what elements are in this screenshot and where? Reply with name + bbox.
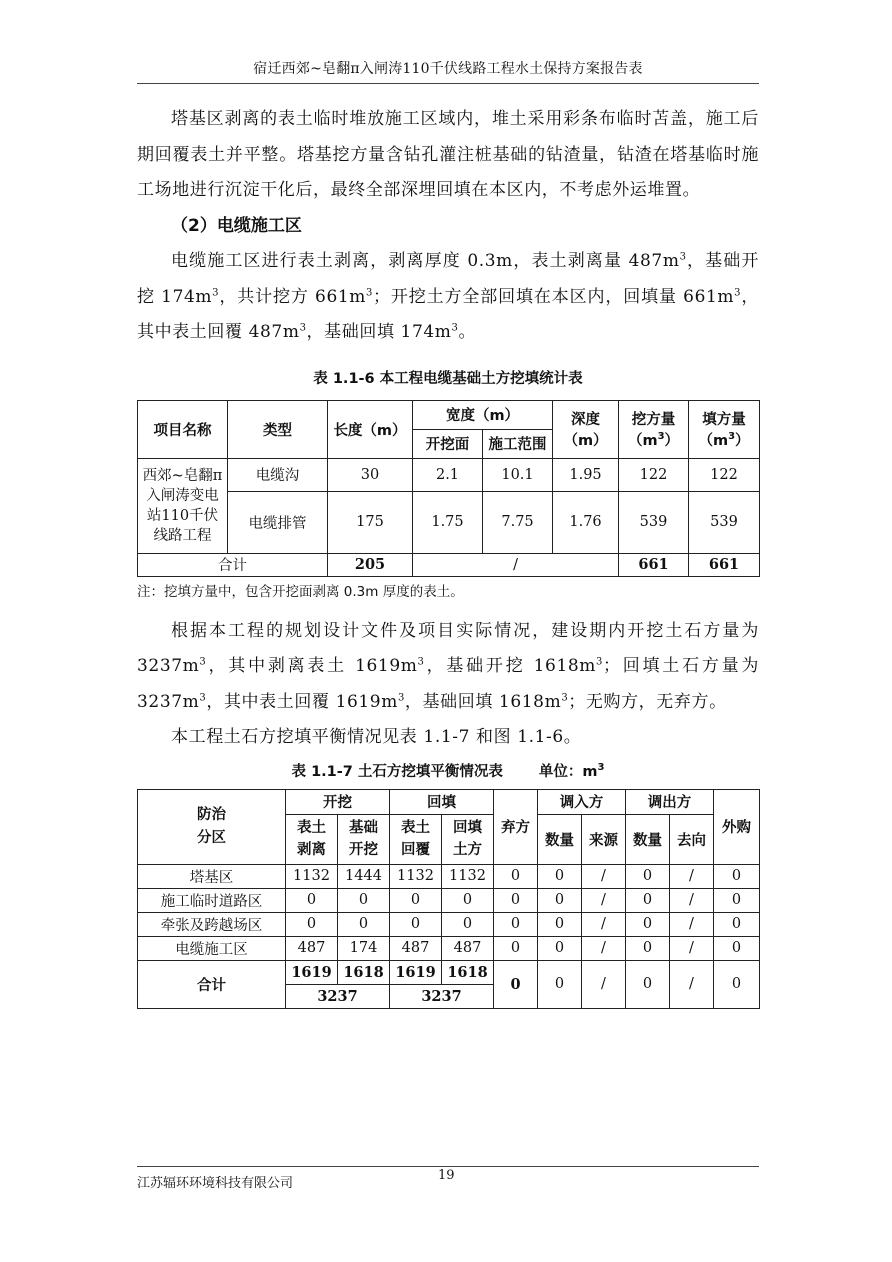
footer-company: 江苏辐环环境科技有限公司 bbox=[137, 1176, 294, 1191]
cut-unit-end: ） bbox=[664, 433, 680, 449]
col-header-width: 宽度（m） bbox=[413, 400, 553, 429]
col-header-open-face: 开挖面 bbox=[413, 429, 483, 458]
fill-label: 填方量 bbox=[702, 412, 746, 428]
cut-cell: 539 bbox=[619, 491, 689, 553]
in-source-cell: / bbox=[582, 912, 626, 936]
col-header-cut: 开挖 bbox=[286, 789, 390, 814]
p2-text-4: ；开挖土方全部回填在本区内，回填量 661m bbox=[373, 286, 735, 307]
header-divider bbox=[137, 83, 759, 84]
base-excavation-cell: 1444 bbox=[338, 864, 390, 888]
cut-label: 挖方量 bbox=[631, 412, 676, 428]
type-cell: 电缆沟 bbox=[228, 458, 328, 491]
backfill-cell: 1132 bbox=[442, 864, 494, 888]
p2-text-3: ，共计挖方 661m bbox=[219, 286, 367, 307]
in-qty-cell: 0 bbox=[538, 888, 582, 912]
p3-text-3: ，基础开挖 1618m bbox=[424, 656, 597, 676]
out-dest-cell: / bbox=[670, 912, 714, 936]
p3-sup-2: 3 bbox=[417, 656, 425, 668]
col-header-in-source: 来源 bbox=[582, 814, 626, 864]
topsoil-cover-l2: 回覆 bbox=[401, 842, 430, 858]
p3-text-1: 根据本工程的规划设计文件及项目实际情况，建设期内开挖土石方量为 3237m bbox=[137, 620, 759, 676]
purchase-cell: 0 bbox=[714, 936, 760, 960]
col-header-depth: 深度（m） bbox=[553, 400, 619, 458]
col-header-fill: 回填 bbox=[390, 789, 494, 814]
topsoil-strip-cell: 0 bbox=[286, 888, 338, 912]
total-topsoil-cover-cell: 1619 bbox=[390, 960, 442, 984]
topsoil-cover-cell: 0 bbox=[390, 912, 442, 936]
in-source-cell: / bbox=[582, 888, 626, 912]
col-header-transfer-out: 调出方 bbox=[626, 789, 714, 814]
total-in-source-cell: / bbox=[582, 960, 626, 1008]
col-header-project: 项目名称 bbox=[138, 400, 228, 458]
backfill-cell: 487 bbox=[442, 936, 494, 960]
total-slash-cell: / bbox=[413, 553, 619, 576]
cut-unit: （m bbox=[627, 433, 658, 449]
topsoil-cover-l1: 表土 bbox=[401, 820, 430, 836]
purchase-cell: 0 bbox=[714, 864, 760, 888]
in-qty-cell: 0 bbox=[538, 864, 582, 888]
paragraph-balance-reference: 本工程土石方挖填平衡情况见表 1.1-7 和图 1.1-6。 bbox=[171, 727, 582, 747]
page-body bbox=[137, 102, 759, 1009]
running-header: 宿迁西郊~皂翻π入闸涛110千伏线路工程水土保持方案报告表 bbox=[253, 61, 643, 77]
earthwork-balance-table bbox=[137, 789, 760, 1009]
waste-cell: 0 bbox=[494, 888, 538, 912]
table-total-row bbox=[138, 960, 760, 984]
backfill-cell: 0 bbox=[442, 888, 494, 912]
total-label-cell: 合计 bbox=[138, 553, 328, 576]
fill-unit: （m bbox=[698, 433, 729, 449]
purchase-cell: 0 bbox=[714, 912, 760, 936]
p2-sup-1: 3 bbox=[679, 251, 687, 263]
p2-text-6: ，基础回填 174m bbox=[306, 322, 452, 342]
out-dest-cell: / bbox=[670, 888, 714, 912]
footer-divider bbox=[137, 1166, 759, 1167]
purchase-cell: 0 bbox=[714, 888, 760, 912]
waste-cell: 0 bbox=[494, 864, 538, 888]
total-length-cell: 205 bbox=[328, 553, 413, 576]
total-waste-cell: 0 bbox=[494, 960, 538, 1008]
paragraph-tower-topsoil: 塔基区剥离的表土临时堆放施工区域内，堆土采用彩条布临时苫盖，施工后期回覆表土并平整。塔基挖方量含钻孔灌注桩基础的钻渣量，钻渣在塔基临时施工场地进行沉淀干化后，最终全部深埋回填在本区内，不考虑外运堆置。 bbox=[137, 109, 759, 200]
project-name-cell: 西郊~皂翻π入闸涛变电站110千伏线路工程 bbox=[138, 458, 228, 553]
col-header-base-excavation bbox=[338, 814, 390, 864]
topsoil-strip-cell: 0 bbox=[286, 912, 338, 936]
p3-sup-5: 3 bbox=[397, 691, 405, 703]
waste-cell: 0 bbox=[494, 936, 538, 960]
p2-text-2: ，基础开挖 174m bbox=[137, 251, 760, 307]
total-out-qty-cell: 0 bbox=[626, 960, 670, 1008]
table-row bbox=[138, 491, 760, 553]
table-row bbox=[138, 888, 760, 912]
out-qty-cell: 0 bbox=[626, 912, 670, 936]
col-header-zone bbox=[138, 789, 286, 864]
zone-header-line2: 分区 bbox=[197, 829, 226, 846]
total-fill-sum-cell: 3237 bbox=[390, 984, 494, 1008]
col-header-length: 长度（m） bbox=[328, 400, 413, 458]
total-fill-cell: 661 bbox=[689, 553, 760, 576]
base-excavation-cell: 0 bbox=[338, 912, 390, 936]
open-face-cell: 2.1 bbox=[413, 458, 483, 491]
total-purchase-cell: 0 bbox=[714, 960, 760, 1008]
p2-sup-5: 3 bbox=[299, 322, 307, 334]
table-6-note: 注：挖填方量中，包含开挖面剥离 0.3m 厚度的表土。 bbox=[137, 583, 464, 600]
p2-sup-4: 3 bbox=[734, 286, 742, 298]
total-cut-sum-cell: 3237 bbox=[286, 984, 390, 1008]
topsoil-strip-l1: 表土 bbox=[297, 820, 326, 836]
topsoil-strip-l2: 剥离 bbox=[297, 842, 326, 858]
section-heading-cable-area: （2）电缆施工区 bbox=[171, 215, 302, 236]
p3-text-7: ；无购方，无弃方。 bbox=[568, 691, 727, 712]
col-header-backfill bbox=[442, 814, 494, 864]
zone-cell: 电缆施工区 bbox=[138, 936, 286, 960]
paragraph-cable-area bbox=[137, 244, 759, 351]
p3-sup-3: 3 bbox=[596, 656, 603, 668]
p3-sup-6: 3 bbox=[561, 691, 569, 703]
zone-header-line1: 防治 bbox=[197, 806, 226, 823]
zone-cell: 塔基区 bbox=[138, 864, 286, 888]
fill-unit-sup: 3 bbox=[728, 431, 736, 443]
p3-text-6: ，基础回填 1618m bbox=[404, 691, 562, 712]
work-range-cell: 10.1 bbox=[483, 458, 553, 491]
p2-sup-3: 3 bbox=[366, 286, 373, 298]
total-in-qty-cell: 0 bbox=[538, 960, 582, 1008]
p3-text-4: ；回填土石方量为 3237m bbox=[137, 656, 759, 712]
fill-cell: 539 bbox=[689, 491, 760, 553]
p2-sup-2: 3 bbox=[212, 286, 220, 298]
zone-cell: 牵张及跨越场区 bbox=[138, 912, 286, 936]
table-7-title: 表 1.1-7 土石方挖填平衡情况表 bbox=[291, 763, 503, 780]
length-cell: 30 bbox=[328, 458, 413, 491]
backfill-cell: 0 bbox=[442, 912, 494, 936]
col-header-out-qty: 数量 bbox=[626, 814, 670, 864]
table-7-unit-sup: 3 bbox=[597, 761, 605, 773]
total-cut-cell: 661 bbox=[619, 553, 689, 576]
in-source-cell: / bbox=[582, 864, 626, 888]
col-header-in-qty: 数量 bbox=[538, 814, 582, 864]
total-out-dest-cell: / bbox=[670, 960, 714, 1008]
out-dest-cell: / bbox=[670, 936, 714, 960]
out-qty-cell: 0 bbox=[626, 936, 670, 960]
table-row bbox=[138, 912, 760, 936]
cut-cell: 122 bbox=[619, 458, 689, 491]
total-backfill-cell: 1618 bbox=[442, 960, 494, 984]
p3-text-2: ，其中剥离表土 1619m bbox=[206, 656, 418, 676]
length-cell: 175 bbox=[328, 491, 413, 553]
col-header-transfer-in: 调入方 bbox=[538, 789, 626, 814]
base-excavation-cell: 174 bbox=[338, 936, 390, 960]
col-header-purchase: 外购 bbox=[714, 789, 760, 864]
depth-cell: 1.76 bbox=[553, 491, 619, 553]
in-source-cell: / bbox=[582, 936, 626, 960]
table-row bbox=[138, 458, 760, 491]
page-number: 19 bbox=[438, 1168, 455, 1183]
table-total-row bbox=[138, 553, 760, 576]
p3-sup-1: 3 bbox=[199, 656, 207, 668]
p2-text-7: 。 bbox=[458, 322, 477, 342]
p2-sup-6: 3 bbox=[451, 322, 459, 334]
work-range-cell: 7.75 bbox=[483, 491, 553, 553]
topsoil-cover-cell: 487 bbox=[390, 936, 442, 960]
backfill-l1: 回填 bbox=[453, 820, 482, 836]
col-header-type: 类型 bbox=[228, 400, 328, 458]
col-header-waste: 弃方 bbox=[494, 789, 538, 864]
topsoil-cover-cell: 0 bbox=[390, 888, 442, 912]
table-row bbox=[138, 936, 760, 960]
out-qty-cell: 0 bbox=[626, 888, 670, 912]
waste-cell: 0 bbox=[494, 912, 538, 936]
col-header-work-range: 施工范围 bbox=[483, 429, 553, 458]
table-6-caption: 表 1.1-6 本工程电缆基础土方挖填统计表 bbox=[313, 370, 583, 387]
table-7-unit: 单位：m bbox=[538, 763, 598, 780]
open-face-cell: 1.75 bbox=[413, 491, 483, 553]
col-header-topsoil-strip bbox=[286, 814, 338, 864]
total-topsoil-strip-cell: 1619 bbox=[286, 960, 338, 984]
table-row bbox=[138, 864, 760, 888]
p3-sup-4: 3 bbox=[199, 691, 207, 703]
zone-cell: 施工临时道路区 bbox=[138, 888, 286, 912]
out-dest-cell: / bbox=[670, 864, 714, 888]
topsoil-strip-cell: 487 bbox=[286, 936, 338, 960]
p3-text-5: ，其中表土回覆 1619m bbox=[206, 691, 398, 712]
p2-text-5: ，其中表土回覆 487m bbox=[137, 286, 760, 342]
base-excavation-cell: 0 bbox=[338, 888, 390, 912]
fill-cell: 122 bbox=[689, 458, 760, 491]
topsoil-cover-cell: 1132 bbox=[390, 864, 442, 888]
backfill-l2: 土方 bbox=[453, 842, 482, 858]
topsoil-strip-cell: 1132 bbox=[286, 864, 338, 888]
p2-text-1: 电缆施工区进行表土剥离，剥离厚度 0.3m，表土剥离量 487m bbox=[171, 251, 680, 271]
col-header-cut bbox=[619, 400, 689, 458]
base-exc-l2: 开挖 bbox=[349, 842, 378, 858]
in-qty-cell: 0 bbox=[538, 936, 582, 960]
col-header-topsoil-cover bbox=[390, 814, 442, 864]
cut-unit-sup: 3 bbox=[657, 431, 665, 443]
col-header-fill bbox=[689, 400, 760, 458]
cable-earthwork-table bbox=[137, 400, 760, 577]
total-label-cell: 合计 bbox=[138, 960, 286, 1008]
out-qty-cell: 0 bbox=[626, 864, 670, 888]
type-cell: 电缆排管 bbox=[228, 491, 328, 553]
col-header-out-dest: 去向 bbox=[670, 814, 714, 864]
depth-cell: 1.95 bbox=[553, 458, 619, 491]
total-base-excavation-cell: 1618 bbox=[338, 960, 390, 984]
paragraph-earthwork-summary bbox=[137, 614, 759, 721]
base-exc-l1: 基础 bbox=[349, 820, 378, 836]
fill-unit-end: ） bbox=[735, 433, 750, 449]
in-qty-cell: 0 bbox=[538, 912, 582, 936]
table-7-caption bbox=[137, 760, 759, 781]
